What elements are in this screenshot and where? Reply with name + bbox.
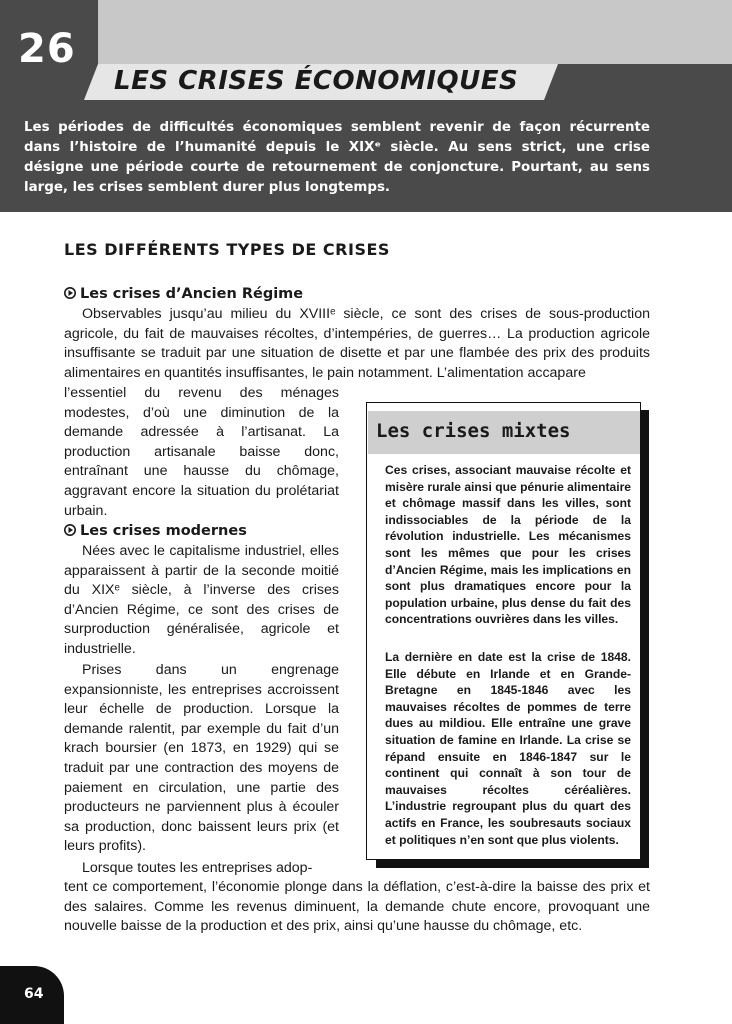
paragraph-modernes-1: Nées avec le capitalisme industriel, elles apparaissent à partir de la seconde moitié du XIXᵉ siècle, à l’inverse des crises d’Ancien Régime, ce sont des crises de surproduction généralisée, agricole et industrielle. <box>64 543 339 657</box>
header-light-band <box>98 0 732 64</box>
page-number: 64 <box>24 986 44 1002</box>
paragraph-ancien-regime-full: Observables jusqu’au milieu du XVIIIᵉ siècle, ce sont des crises de sous-production agricole, du fait de mauvaises récoltes, d’intempéries, de guerres… La production agricole insuffisante se traduit par une situation de disette et par une flambée des prix des produits alimentaires en quantités insuffisantes, le pain notamment. L’alimentation accapare <box>64 306 650 381</box>
paragraph-modernes-2: Prises dans un engrenage expansionniste, les entreprises accroissent leur échelle de production. Lorsque la demande ralentit, par exemple du fait d’un krach boursier (en 1873, en 1929) qui se traduit par une contraction des moyens de paiement en circulation, une partie des producteurs ne parviennent plus à écouler sa production, donc baissent leurs prix (et leurs profits). <box>64 662 339 855</box>
paragraph-ancien-regime-column: l’essentiel du revenu des ménages modestes, d’où une diminution de la demande adressée à l’artisanat. La production artisanale baisse donc, entraînant une hausse du chômage, aggravant encore la situation du prolétariat urbain. <box>64 385 339 519</box>
chapter-number: 26 <box>18 26 76 72</box>
page-title: LES CRISES ÉCONOMIQUES <box>114 66 519 96</box>
section-heading: LES DIFFÉRENTS TYPES DE CRISES <box>64 240 390 259</box>
paragraph-modernes-3-full: tent ce comportement, l’économie plonge dans la déflation, c’est-à-dire la baisse des prix et des salaires. Comme les revenus diminuent, la demande chute encore, provoquant une nouvelle baisse de la production et des prix, ainsi qu’une hausse du chômage, etc. <box>64 879 650 935</box>
bullet-arrow-icon <box>64 287 76 299</box>
subheading-ancien-regime <box>64 286 303 302</box>
intro-paragraph: Les périodes de difficultés économiques semblent revenir de façon récurrente dans l’histoire de l’humanité depuis le XIXᵉ siècle. Au sens strict, une crise désigne une période courte de retournement de conjoncture. Pourtant, au sens large, les crises semblent durer plus longtemps. <box>24 120 650 195</box>
bullet-arrow-icon <box>64 524 76 536</box>
subheading-label: Les crises modernes <box>80 523 247 539</box>
subheading-label: Les crises d’Ancien Régime <box>80 286 304 302</box>
sidebar-title: Les crises mixtes <box>376 420 571 442</box>
paragraph-modernes-3-column: Lorsque toutes les entreprises adop- <box>82 860 313 876</box>
sidebar-paragraph-2: La dernière en date est la crise de 1848. Elle débute en Irlande et en Grande-Bretagne en 1845-1846 avec les mauvaises récoltes de pommes de terre dues au mildiou. Elle entraîne une grave situation de famine en Irlande. La crise se répand ensuite en 1846-1847 sur le continent qui connaît à son tour de mauvaises récoltes céréalières. L’industrie regroupant plus du quart des actifs en France, les soubresauts sociaux et politiques n’en sont que plus violents. <box>385 650 631 847</box>
sidebar-paragraph-1: Ces crises, associant mauvaise récolte et misère rurale ainsi que pénurie alimentaire et chômage massif dans les villes, sont indissociables de la période de la révolution industrielle. Les mécanismes sont les mêmes que pour les crises d’Ancien Régime, mais les implications en sont plus dramatiques encore pour la population urbaine, plus dense du fait des concentrations ouvrières dans les villes. <box>385 463 632 627</box>
subheading-modernes <box>64 523 247 539</box>
